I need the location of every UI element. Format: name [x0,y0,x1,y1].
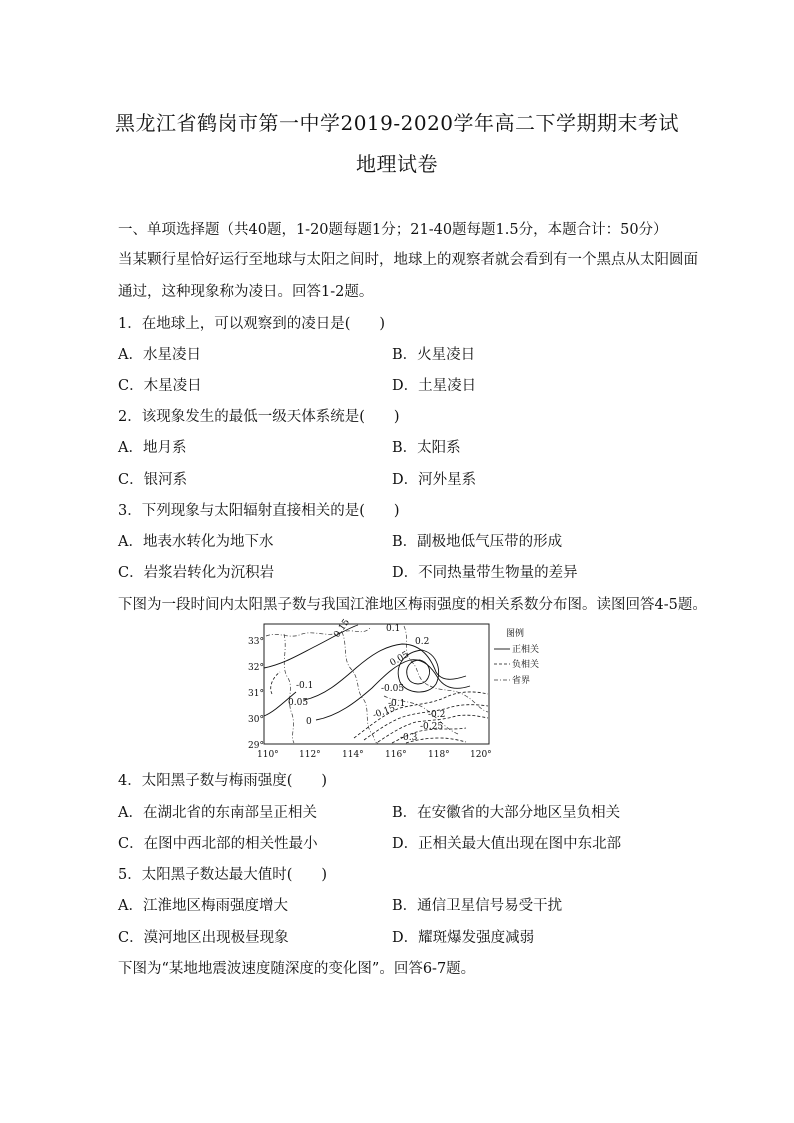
legend-border-label: 省界 [512,676,531,686]
lat-label-31: 31° [248,689,264,699]
contour-label-0.05-east: 0.05 [388,649,411,669]
question-2-option-c[interactable]: C．银河系 [118,472,188,488]
section-heading: 一、单项选择题（共40题，1-20题每题1分；21-40题每题1.5分，本题合计：50分） [118,222,668,238]
contour-label-minus-0.2: -0.2 [428,710,446,720]
page-title-line1: 黑龙江省鹤岗市第一中学2019-2020学年高二下学期期末考试 [114,111,680,135]
intro-line-2: 通过，这种现象称为凌日。回答1-2题。 [118,284,374,300]
question-4-option-c[interactable]: C．在图中西北部的相关性最小 [118,836,318,852]
contour-label-minus-0.1: -0.1 [388,699,406,709]
question-5-option-d[interactable]: D．耀斑爆发强度减弱 [392,930,535,946]
question-5-option-a[interactable]: A．江淮地区梅雨强度增大 [118,898,288,914]
lon-label-116: 116° [385,750,407,760]
contour-label-0.05-west: 0.05 [288,698,309,708]
legend-negative-label: 负相关 [512,660,540,670]
contour-label-minus-0.15: -0.15 [371,703,397,721]
question-3-option-d[interactable]: D．不同热量带生物量的差异 [392,565,578,581]
contour-label-0: 0 [306,717,312,727]
question-5-option-b[interactable]: B．通信卫星信号易受干扰 [392,898,563,914]
contour-label-0.2: 0.2 [415,637,430,647]
question-3-option-c[interactable]: C．岩浆岩转化为沉积岩 [118,565,275,581]
intro-line-1: 当某颗行星恰好运行至地球与太阳之间时，地球上的观察者就会看到有一个黑点从太阳圆面 [118,252,698,268]
correlation-map [244,616,544,762]
question-1-option-a[interactable]: A．水星凌日 [118,347,201,363]
question-1-option-d[interactable]: D．土星凌日 [392,378,477,394]
question-1-stem: 1．在地球上，可以观察到的凌日是( ) [118,316,386,332]
contour-label-0.1: 0.1 [386,624,401,634]
lon-label-112: 112° [299,750,321,760]
next-figure-intro: 下图为“某地地震波速度随深度的变化图”。回答6-7题。 [118,961,476,977]
lat-label-33: 33° [248,637,264,647]
contour-label-minus-0.1-west: -0.1 [296,681,314,691]
question-2-option-b[interactable]: B．太阳系 [392,440,461,456]
question-4-option-a[interactable]: A．在湖北省的东南部呈正相关 [118,805,317,821]
question-2-option-a[interactable]: A．地月系 [118,440,187,456]
question-3-option-a[interactable]: A．地表水转化为地下水 [118,534,274,550]
question-5-stem: 5．太阳黑子数达最大值时( ) [118,867,328,883]
question-3-option-b[interactable]: B．副极地低气压带的形成 [392,534,563,550]
lat-label-30: 30° [248,715,264,725]
figure-intro: 下图为一段时间内太阳黑子数与我国江淮地区梅雨强度的相关系数分布图。读图回答4-5题。 [118,597,707,613]
page-title-line2: 地理试卷 [356,152,438,176]
question-1-option-b[interactable]: B．火星凌日 [392,347,476,363]
lat-label-32: 32° [248,663,264,673]
question-1-option-c[interactable]: C．木星凌日 [118,378,202,394]
lon-label-118: 118° [428,750,450,760]
map-legend [494,627,539,686]
lat-label-29: 29° [248,741,264,751]
question-4-stem: 4．太阳黑子数与梅雨强度( ) [118,773,328,789]
lon-label-114: 114° [342,750,364,760]
contour-label-0.15: 0.15 [332,617,352,640]
contour-label-minus-0.3: -0.3 [400,733,418,743]
contour-label-minus-0.25: -0.25 [420,722,444,732]
contour-label-minus-0.05: -0.05 [381,684,405,694]
question-2-stem: 2．该现象发生的最低一级天体系统是( ) [118,409,400,425]
question-4-option-d[interactable]: D．正相关最大值出现在图中东北部 [392,836,622,852]
lon-label-110: 110° [257,750,279,760]
question-5-option-c[interactable]: C．漠河地区出现极昼现象 [118,930,289,946]
question-2-option-d[interactable]: D．河外星系 [392,472,477,488]
question-4-option-b[interactable]: B．在安徽省的大部分地区呈负相关 [392,805,621,821]
lon-label-120: 120° [470,750,492,760]
legend-positive-label: 正相关 [512,645,540,655]
legend-title: 图例 [506,629,525,639]
question-3-stem: 3．下列现象与太阳辐射直接相关的是( ) [118,503,400,519]
